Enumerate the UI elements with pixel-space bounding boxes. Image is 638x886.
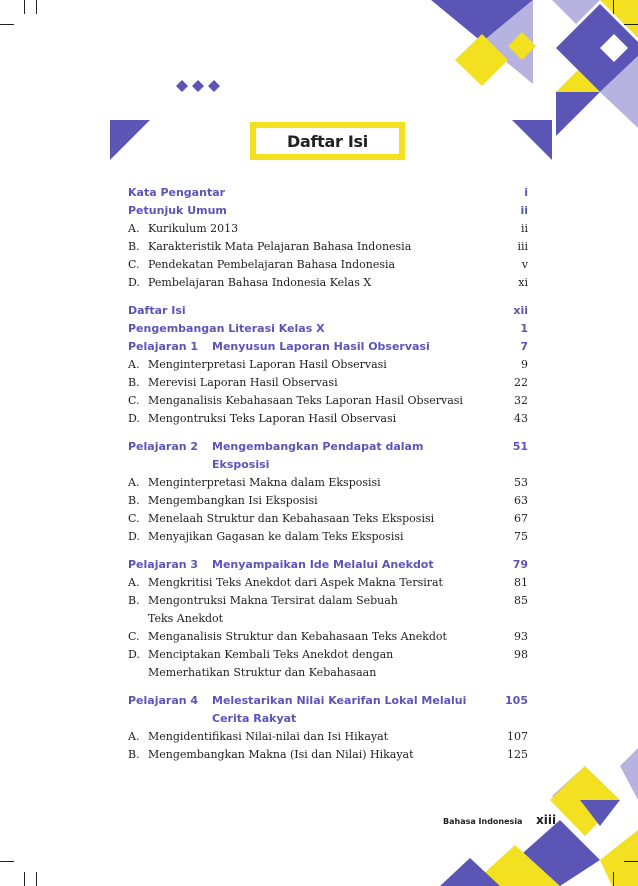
toc-heading-label: Petunjuk Umum [128,204,227,217]
toc-item-letter: B. [128,494,140,507]
toc-item-label [128,746,414,764]
toc-item-title: Menciptakan Kembali Teks Anekdot dengan [148,648,394,661]
toc-item[interactable] [128,728,528,746]
toc-item-title: Mengidentifikasi Nilai-nilai dan Isi Hikayat [148,730,389,743]
toc-lesson-continuation[interactable] [128,456,528,474]
toc-page-number: 85 [514,594,528,607]
toc-item[interactable] [128,528,528,546]
section-gap [128,546,528,556]
toc-item[interactable] [128,374,528,392]
toc-lesson-title: Menyusun Laporan Hasil Observasi [212,340,430,353]
toc-lesson-number: Pelajaran 4 [128,694,199,707]
toc-item[interactable] [128,510,528,528]
toc-page-number: ii [520,222,528,235]
toc-item-title: Pembelajaran Bahasa Indonesia Kelas X [148,276,372,289]
toc-item-title: Menelaah Struktur dan Kebahasaan Teks Eksposisi [148,512,435,525]
toc-item[interactable] [128,474,528,492]
page-title: Daftar Isi [256,128,399,154]
toc-lesson-title-cont: Cerita Rakyat [212,712,297,725]
toc-lesson[interactable] [128,338,528,356]
toc-page-number: 7 [520,340,528,353]
toc-page-number: 1 [520,322,528,335]
toc-page-number: 22 [514,376,528,389]
toc-page-number: 67 [514,512,528,525]
toc-item[interactable] [128,574,528,592]
toc-heading-label: Kata Pengantar [128,186,226,199]
toc-lesson-title: Menyampaikan Ide Melalui Anekdot [212,558,434,571]
toc-page-number: 32 [514,394,528,407]
toc-lesson[interactable] [128,556,528,574]
toc-item-title: Pendekatan Pembelajaran Bahasa Indonesia [148,258,396,271]
toc-item-title: Menganalisis Struktur dan Kebahasaan Teks Anekdot [148,630,447,643]
toc-page-number: 93 [514,630,528,643]
section-gap [128,428,528,438]
toc-page-number: 105 [505,694,528,707]
crop-mark [624,861,638,862]
toc-page-number: ii [520,204,528,217]
toc-lesson[interactable] [128,692,528,710]
toc-item-label [128,392,463,410]
toc-item-title: Menganalisis Kebahasaan Teks Laporan Hasil Observasi [148,394,463,407]
toc-page-number: 43 [514,412,528,425]
title-frame [250,122,405,160]
toc-item-letter: C. [128,512,140,525]
toc-lesson-title: Mengembangkan Pendapat dalam [212,440,424,453]
toc-item-label [128,410,396,428]
toc-item-label [128,628,447,646]
toc-item-label [128,646,393,664]
toc-item-letter: A. [128,730,140,743]
footer-book-title: Bahasa Indonesia [443,817,523,826]
toc-lesson-label [128,692,466,710]
section-gap [128,292,528,302]
toc-page-number: 107 [507,730,528,743]
toc-item[interactable] [128,256,528,274]
toc-item-title: Menginterpretasi Makna dalam Eksposisi [148,476,381,489]
toc-item-letter: A. [128,576,140,589]
toc-item-title: Mengontruksi Makna Tersirat dalam Sebuah [148,594,398,607]
toc-page-number: xi [518,276,528,289]
toc-item-title-cont: Memerhatikan Struktur dan Kebahasaan [148,666,377,679]
section-gap [128,682,528,692]
toc-item[interactable] [128,356,528,374]
toc-item-title: Kurikulum 2013 [148,222,239,235]
toc-heading-label: Pengembangan Literasi Kelas X [128,322,325,335]
toc-lesson-title-cont: Eksposisi [212,458,270,471]
toc-item-continuation[interactable] [128,610,528,628]
toc-item-letter: D. [128,648,140,661]
toc-lesson-continuation[interactable] [128,710,528,728]
toc-item-label [128,528,404,546]
toc-item[interactable] [128,628,528,646]
top-purple-triangle-4 [556,92,600,136]
toc-page-number: 51 [512,440,528,453]
toc-item-title: Mengkritisi Teks Anekdot dari Aspek Makna Tersirat [148,576,443,589]
toc-item-title: Merevisi Laporan Hasil Observasi [148,376,338,389]
toc-page-number: i [524,186,528,199]
toc-item[interactable] [128,746,528,764]
small-diamond-1 [176,80,188,92]
right-corner-triangle [512,120,552,160]
left-corner-triangle [110,120,150,160]
toc-heading[interactable] [128,202,528,220]
toc-heading[interactable] [128,320,528,338]
toc-item[interactable] [128,392,528,410]
toc-item-letter: A. [128,476,140,489]
toc-page-number: 9 [521,358,528,371]
toc-item-label [128,374,338,392]
toc-page-number: 98 [514,648,528,661]
toc-item-title: Menginterpretasi Laporan Hasil Observasi [148,358,387,371]
crop-mark [0,24,14,25]
toc-heading-label: Daftar Isi [128,304,186,317]
crop-mark [613,0,614,14]
toc-item-letter: D. [128,530,140,543]
toc-heading[interactable] [128,302,528,320]
toc-item-letter: B. [128,376,140,389]
toc-item[interactable] [128,238,528,256]
toc-item[interactable] [128,592,528,610]
toc-page-number: 53 [514,476,528,489]
toc-item-label [128,592,398,610]
toc-item-title: Mengembangkan Makna (Isi dan Nilai) Hikayat [148,748,414,761]
crop-mark [613,872,614,886]
toc-page-number: xii [513,304,528,317]
page-number: xiii [536,813,557,827]
crop-mark [24,872,25,886]
toc-page-number: 125 [507,748,528,761]
crop-mark [24,0,25,14]
crop-mark [624,24,638,25]
toc-item-letter: B. [128,748,140,761]
toc-item[interactable] [128,492,528,510]
small-diamond-3 [208,80,220,92]
toc-item[interactable] [128,274,528,292]
toc-page-number: iii [517,240,528,253]
crop-mark [36,872,37,886]
toc-lesson-number: Pelajaran 3 [128,558,199,571]
toc-lesson[interactable] [128,438,528,456]
toc-lesson-title: Melestarikan Nilai Kearifan Lokal Melalui [212,694,467,707]
toc-lesson-number: Pelajaran 2 [128,440,199,453]
bottom-lavender-triangle-2 [620,748,638,800]
toc-item-label [128,728,388,746]
toc-item-label [128,356,387,374]
toc-page-number: 79 [512,558,528,571]
toc-lesson-label [128,338,430,356]
toc-lesson-number: Pelajaran 1 [128,340,199,353]
toc-item-label [128,492,318,510]
toc-page-number: v [521,258,528,271]
toc-page-number: 81 [514,576,528,589]
toc-item-title-cont: Teks Anekdot [148,612,224,625]
bottom-yellow-corner [600,830,638,886]
toc-item-letter: C. [128,394,140,407]
toc-item-label [128,274,371,292]
toc-item[interactable] [128,646,528,664]
toc-item-label [128,256,395,274]
toc-item-label [128,510,434,528]
toc-item-letter: D. [128,276,140,289]
toc-lesson-label [128,438,423,456]
crop-mark [0,861,14,862]
toc-lesson-label [128,556,434,574]
crop-mark [36,0,37,14]
toc-item-letter: C. [128,630,140,643]
toc-item-letter: A. [128,222,140,235]
toc-item-title: Menyajikan Gagasan ke dalam Teks Eksposisi [148,530,404,543]
toc-item-letter: D. [128,412,140,425]
small-diamond-2 [192,80,204,92]
toc-item-continuation[interactable] [128,664,528,682]
toc-item[interactable] [128,410,528,428]
toc-item-title: Mengembangkan Isi Eksposisi [148,494,318,507]
toc-item-label [128,238,411,256]
toc-page-number: 75 [514,530,528,543]
toc-item-title: Mengontruksi Teks Laporan Hasil Observasi [148,412,397,425]
toc-item[interactable] [128,220,528,238]
toc-page-number: 63 [514,494,528,507]
toc-item-label [128,474,381,492]
toc-item-letter: C. [128,258,140,271]
toc-item-letter: B. [128,240,140,253]
toc-item-title: Karakteristik Mata Pelajaran Bahasa Indonesia [148,240,412,253]
toc-item-label [128,220,238,238]
toc-item-label [128,574,443,592]
table-of-contents [128,184,528,764]
toc-item-letter: A. [128,358,140,371]
toc-item-letter: B. [128,594,140,607]
toc-heading[interactable] [128,184,528,202]
